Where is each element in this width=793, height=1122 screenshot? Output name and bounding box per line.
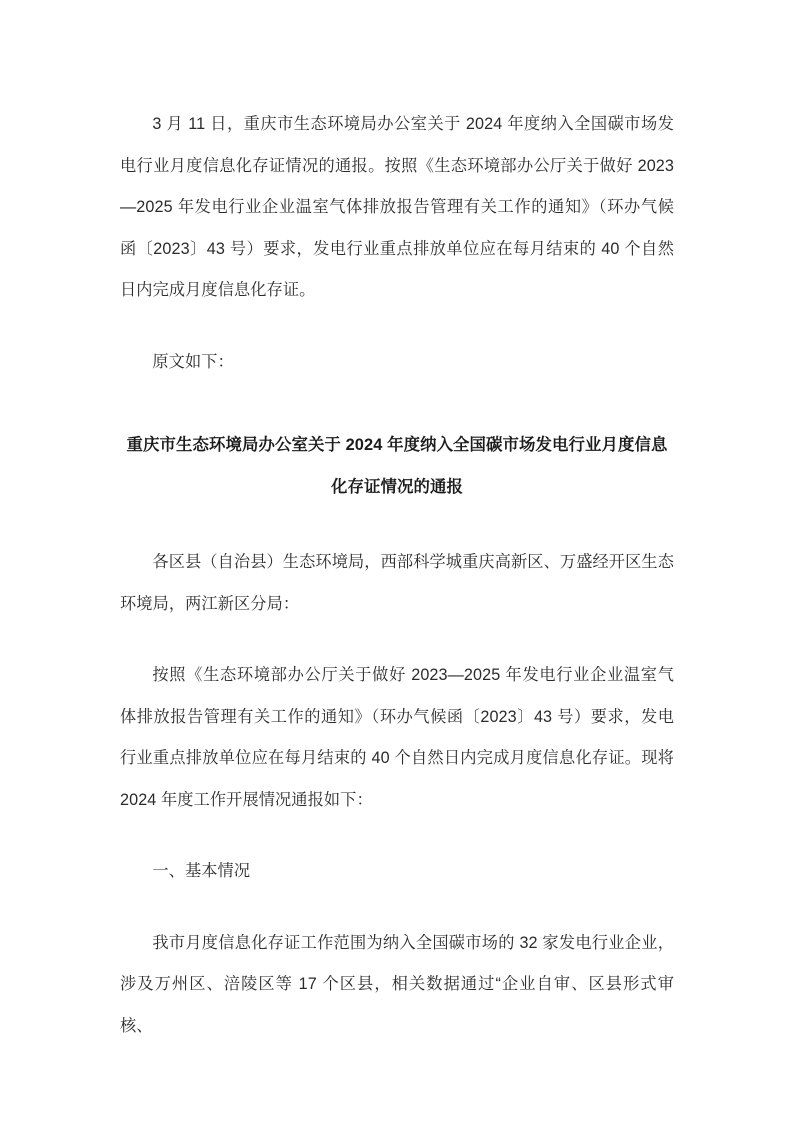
section-one-paragraph: 我市月度信息化存证工作范围为纳入全国碳市场的 32 家发电行业企业，涉及万州区、涪陵区等 17 个区县，相关数据通过“企业自审、区县形式审核、 xyxy=(120,933,674,1035)
recipients-paragraph: 各区县（自治县）生态环境局，西部科学城重庆高新区、万盛经开区生态环境局，两江新区分局： xyxy=(120,553,674,613)
section-one-heading: 一、基本情况 xyxy=(152,862,251,880)
body-paragraph: 按照《生态环境部办公厅关于做好 2023—2025 年发电行业企业温室气体排放报告管理有关工作的通知》（环办气候函〔2023〕43 号）要求，发电行业重点排放单位应在每月结束的 40 个自然日内完成月度信息化存证。现将 2024 年度工作开展情况通报如下： xyxy=(120,666,674,809)
original-text-label: 原文如下： xyxy=(152,352,234,371)
intro-paragraph: 3 月 11 日，重庆市生态环境局办公室关于 2024 年度纳入全国碳市场发电行业月度信息化存证情况的通报。按照《生态环境部办公厅关于做好 2023—2025 年发电行业企业温室气体排放报告管理有关工作的通知》（环办气候函〔2023〕43 号）要求，发电行业重点排放单位应在每月结束的 40 个自然日内完成月度信息化存证。 xyxy=(120,115,674,299)
document-title: 重庆市生态环境局办公室关于 2024 年度纳入全国碳市场发电行业月度信息化存证情况的通报 xyxy=(126,436,668,496)
document-body xyxy=(120,104,674,1077)
